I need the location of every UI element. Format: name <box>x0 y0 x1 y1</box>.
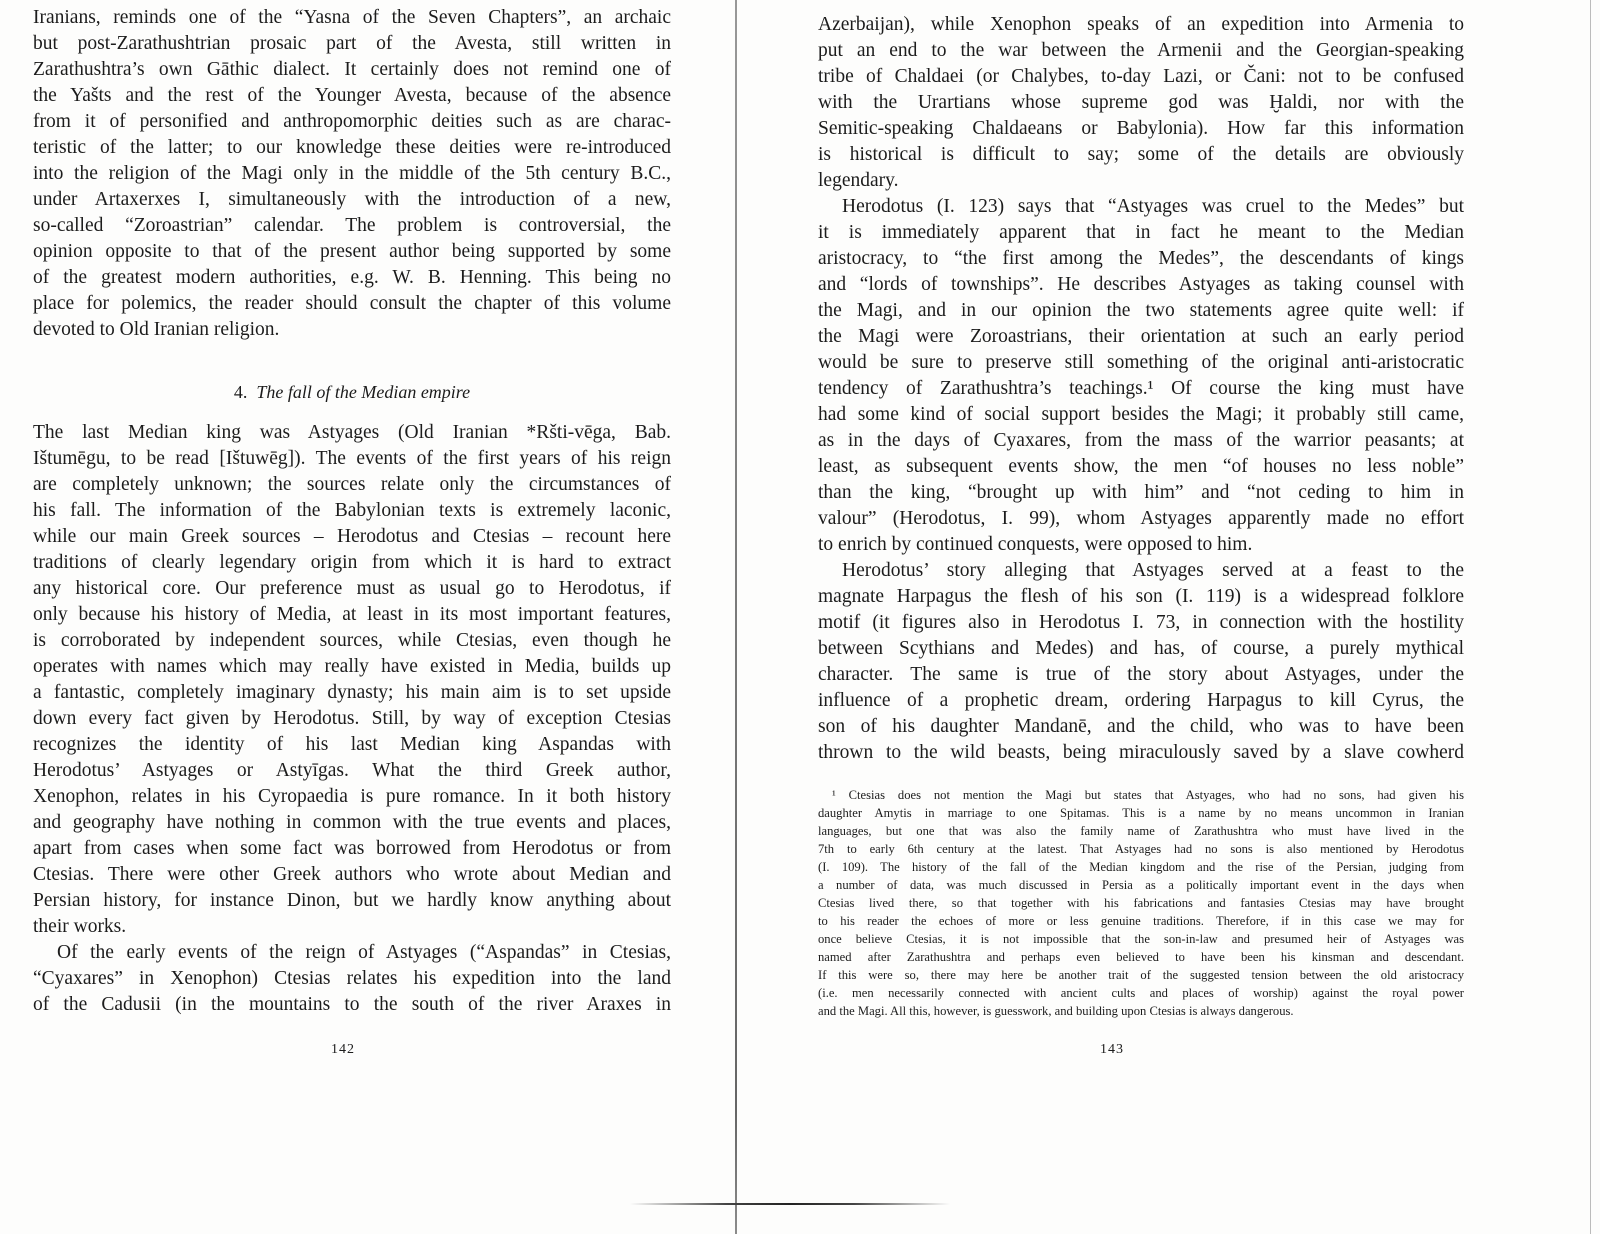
text-line: place for polemics, the reader should consult the chapter of this volume <box>33 293 671 314</box>
footnote-line: and the Magi. All this, however, is guesswork, and building upon Ctesias is always dangerous. <box>818 1004 1294 1018</box>
text-line: under Artaxerxes I, simultaneously with the introduction of a new, <box>33 189 671 210</box>
text-line: their works. <box>33 916 127 937</box>
text-line: any historical core. Our preference must as usual go to Herodotus, if <box>33 578 671 599</box>
text-line: would be sure to preserve still something of the original anti-aristocratic <box>818 352 1464 373</box>
footnote-line: (I. 109). The history of the fall of the Median kingdom and the rise of the Persian, judging from <box>818 860 1464 874</box>
text-line: character. The same is true of the story about Astyages, under the <box>818 664 1464 685</box>
text-line: magnate Harpagus the flesh of his son (I. 119) is a widespread folklore <box>818 586 1464 607</box>
text-line: thrown to the wild beasts, being miraculously saved by a slave cowherd <box>818 742 1464 763</box>
text-line: Herodotus (I. 123) says that “Astyages was cruel to the Medes” but <box>842 196 1464 217</box>
footnote-line: a number of data, was much discussed in Persia as a politically important event in the days when <box>818 878 1464 892</box>
text-line: devoted to Old Iranian religion. <box>33 319 280 340</box>
text-line: opinion opposite to that of the present author being supported by some <box>33 241 671 262</box>
footnote-line: Ctesias lived there, so that together with his fabrications and fantasies Ctesias may have brought <box>818 896 1464 910</box>
text-line: least, as subsequent events show, the men “of houses no less noble” <box>818 456 1464 477</box>
text-line: into the religion of the Magi only in the middle of the 5th century B.C., <box>33 163 671 184</box>
footnote-line: (i.e. men necessarily connected with ancient cults and places of worship) against the royal power <box>818 986 1464 1000</box>
footnote-line: languages, but one that was also the family name of Zarathushtra who must have lived in the <box>818 824 1464 838</box>
footnote-line: named after Zarathushtra and perhaps even believed to have been his kinsman and descendant. <box>818 950 1464 964</box>
footnote-line: daughter Amytis in marriage to one Spitamas. This is a name by no means uncommon in Iranian <box>818 806 1464 820</box>
text-line: tribe of Chaldaei (or Chalybes, to-day Lazi, or Čani: not to be confused <box>818 66 1464 87</box>
text-line: aristocracy, to “the first among the Medes”, the descendants of kings <box>818 248 1464 269</box>
text-line: Xenophon, relates in his Cyropaedia is pure romance. In it both history <box>33 786 671 807</box>
text-line: legendary. <box>818 170 899 191</box>
binding-shadow <box>630 1203 950 1205</box>
text-line: it is immediately apparent that in fact he meant to the Median <box>818 222 1464 243</box>
text-line: of the Cadusii (in the mountains to the south of the river Araxes in <box>33 994 671 1015</box>
text-line: recognizes the identity of his last Median king Aspandas with <box>33 734 671 755</box>
text-line: and “lords of townships”. He describes Astyages as taking counsel with <box>818 274 1464 295</box>
gutter-fold <box>735 0 737 1234</box>
text-line: Herodotus’ Astyages or Astyīgas. What the third Greek author, <box>33 760 671 781</box>
footnote-line: once believe Ctesias, it is not impossible that the son-in-law and presumed heir of Astyages was <box>818 932 1464 946</box>
text-line: teristic of the latter; to our knowledge these deities were re-introduced <box>33 137 671 158</box>
text-line: valour” (Herodotus, I. 99), whom Astyages apparently made no effort <box>818 508 1464 529</box>
page-edge <box>1590 0 1591 1234</box>
text-line: so-called “Zoroastrian” calendar. The problem is controversial, the <box>33 215 671 236</box>
text-line: put an end to the war between the Armenii and the Georgian-speaking <box>818 40 1464 61</box>
text-line: The last Median king was Astyages (Old Iranian *Ršti-vēga, Bab. <box>33 422 671 443</box>
text-line: Iranians, reminds one of the “Yasna of the Seven Chapters”, an archaic <box>33 7 671 28</box>
footnote-line: If this were so, there may here be another trait of the suggested tension between the old aristocracy <box>818 968 1464 982</box>
text-line: the Magi were Zoroastrians, their orientation at such an early period <box>818 326 1464 347</box>
text-line: the Yašts and the rest of the Younger Avesta, because of the absence <box>33 85 671 106</box>
text-line: is corroborated by independent sources, while Ctesias, even though he <box>33 630 671 651</box>
text-line: apart from cases when some fact was borrowed from Herodotus or from <box>33 838 671 859</box>
text-line: Semitic-speaking Chaldaeans or Babylonia). How far this information <box>818 118 1464 139</box>
text-line: Ištumēgu, to be read [Ištuwēg]). The events of the first years of his reign <box>33 448 671 469</box>
text-line: operates with names which may really have existed in Media, builds up <box>33 656 671 677</box>
section-title: The fall of the Median empire <box>256 382 471 402</box>
text-line: his fall. The information of the Babylonian texts is extremely laconic, <box>33 500 671 521</box>
text-line: traditions of clearly legendary origin from which it is hard to extract <box>33 552 671 573</box>
text-line: influence of a prophetic dream, ordering Harpagus to kill Cyrus, the <box>818 690 1464 711</box>
page-number: 143 <box>1100 1042 1124 1057</box>
text-line: a fantastic, completely imaginary dynasty; his main aim is to set upside <box>33 682 671 703</box>
section-number: 4. <box>233 382 248 402</box>
text-line: “Cyaxares” in Xenophon) Ctesias relates his expedition into the land <box>33 968 671 989</box>
text-line: had some kind of social support besides the Magi; it probably still came, <box>818 404 1464 425</box>
text-line: is historical is difficult to say; some of the details are obviously <box>818 144 1464 165</box>
text-line: as in the days of Cyaxares, from the mass of the warrior peasants; at <box>818 430 1464 451</box>
text-line: down every fact given by Herodotus. Still, by way of exception Ctesias <box>33 708 671 729</box>
text-line: while our main Greek sources – Herodotus and Ctesias – recount here <box>33 526 671 547</box>
footnote-line: ¹ Ctesias does not mention the Magi but states that Astyages, who had no sons, had given his <box>832 788 1464 802</box>
page-number: 142 <box>331 1042 355 1057</box>
text-line: Of the early events of the reign of Astyages (“Aspandas” in Ctesias, <box>57 942 671 963</box>
text-line: are completely unknown; the sources relate only the circumstances of <box>33 474 671 495</box>
text-line: of the greatest modern authorities, e.g. W. B. Henning. This being no <box>33 267 671 288</box>
text-line: but post-Zarathushtrian prosaic part of the Avesta, still written in <box>33 33 671 54</box>
text-line: son of his daughter Mandanē, and the child, who was to have been <box>818 716 1464 737</box>
section-heading <box>33 379 671 405</box>
text-line: from it of personified and anthropomorphic deities such as are charac- <box>33 111 671 132</box>
text-line: to enrich by continued conquests, were opposed to him. <box>818 534 1253 555</box>
text-line: than the king, “brought up with him” and “not ceding to him in <box>818 482 1464 503</box>
text-line: the Magi, and in our opinion the two statements agree quite well: if <box>818 300 1464 321</box>
text-line: Azerbaijan), while Xenophon speaks of an expedition into Armenia to <box>818 14 1464 35</box>
footnote-line: 7th to early 6th century at the latest. That Astyages had no sons is also mentioned by Herodotus <box>818 842 1464 856</box>
text-line: Persian history, for instance Dinon, but we hardly know anything about <box>33 890 671 911</box>
text-line: only because his history of Media, at least in its most important features, <box>33 604 671 625</box>
text-line: Herodotus’ story alleging that Astyages served at a feast to the <box>842 560 1464 581</box>
text-line: motif (it figures also in Herodotus I. 73, in connection with the hostility <box>818 612 1464 633</box>
footnote-line: to his reader the echoes of more or less genuine traditions. Therefore, if in this case we may for <box>818 914 1464 928</box>
text-line: Zarathushtra’s own Gāthic dialect. It certainly does not remind one of <box>33 59 671 80</box>
text-line: Ctesias. There were other Greek authors who wrote about Median and <box>33 864 671 885</box>
text-line: with the Urartians whose supreme god was Ḫaldi, nor with the <box>818 92 1464 113</box>
text-line: and geography have nothing in common with the true events and places, <box>33 812 671 833</box>
text-line: tendency of Zarathushtra’s teachings.¹ Of course the king must have <box>818 378 1464 399</box>
text-line: between Scythians and Medes) and has, of course, a purely mythical <box>818 638 1464 659</box>
